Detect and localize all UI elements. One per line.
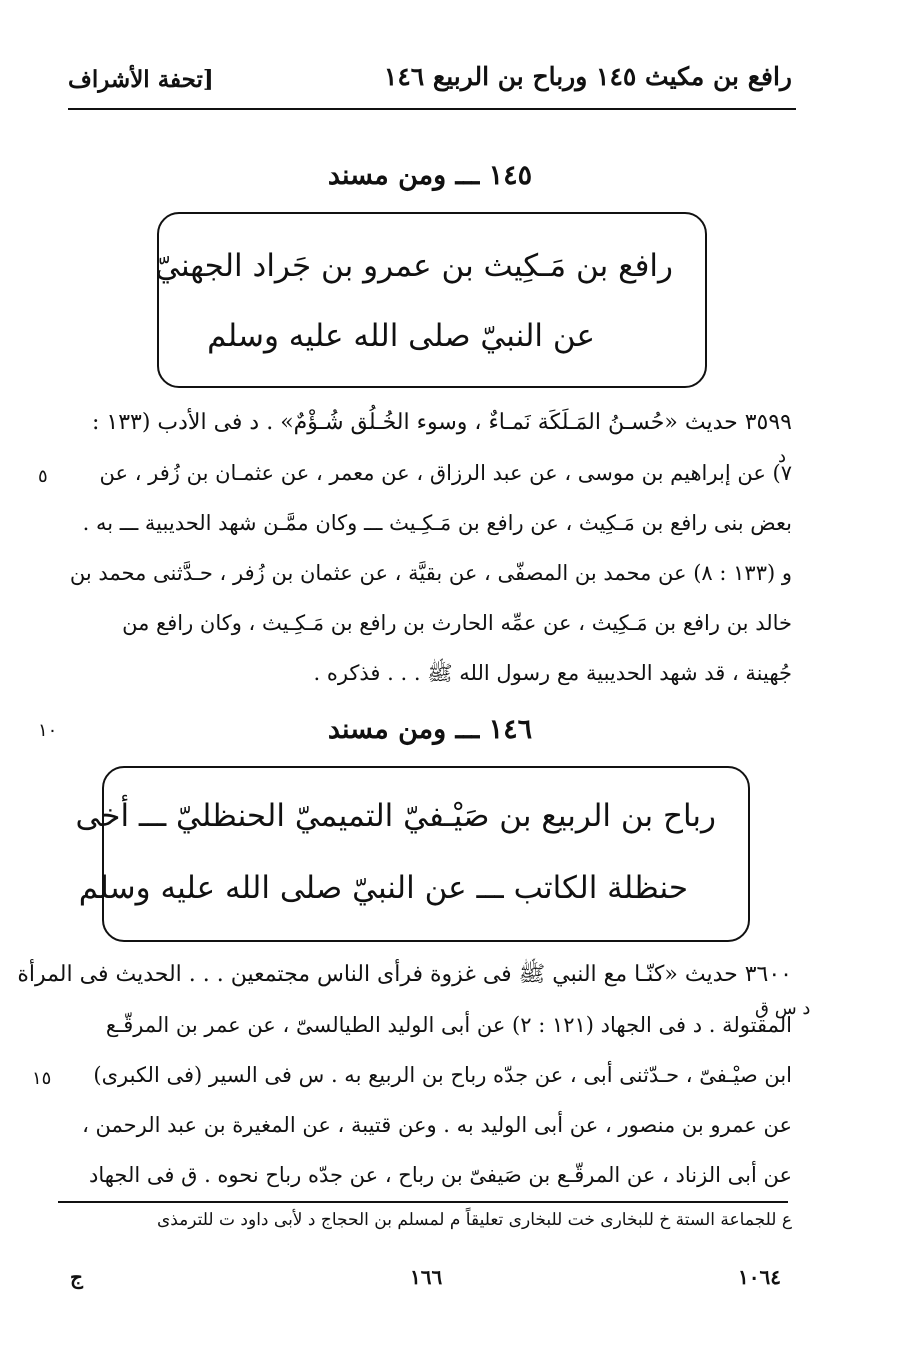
hadith-3599-line-6: جُهينة ، قد شهد الحديبية مع رسول الله ﷺ . . . فذكره . xyxy=(313,661,792,685)
hadith-3599-line-3: بعض بنى رافع بن مَـكِيث ، عن رافع بن مَـكِـيث ـــ وكان ممَّـن شهد الحديبية ـــ به . xyxy=(82,511,792,535)
hadith-3599-line-5: خالد بن رافع بن مَـكِيث ، عن عمِّه الحارث بن رافع بن مَـكِـيث ، وكان رافع من xyxy=(122,611,792,635)
hadith-3600-line-4: عن عمرو بن منصور ، عن أبى الوليد به . وعن قتيبة ، عن المغيرة بن عبد الرحمن ، xyxy=(82,1113,792,1137)
narrator-146-attribution: حنظلة الكاتب ـــ عن النبيّ صلى الله عليه وسلم xyxy=(78,870,688,906)
footer-page-number: ١٦٦ xyxy=(410,1265,443,1289)
hadith-3599-line-4: و (١٣٣ : ٨) عن محمد بن المصفّى ، عن بقيَّة ، عن عثمان بن زُفر ، حـدَّثنى محمد بن xyxy=(69,561,792,585)
margin-siglum-dsq: د س ق xyxy=(755,998,811,1019)
hadith-3600-line-5: عن أبى الزناد ، عن المرقّـع بن صَيفىّ بن رباح ، عن جدّه رباح نحوه . ق فى الجهاد xyxy=(88,1163,792,1187)
header-divider xyxy=(68,108,796,110)
running-header-title: رافع بن مكيث ١٤٥ ورباح بن الربيع ١٤٦ xyxy=(383,62,792,91)
section-145-title: ١٤٥ ـــ ومن مسند xyxy=(327,160,533,191)
hadith-3599 xyxy=(69,398,792,698)
running-header-book: [تحفة الأشراف xyxy=(68,66,214,93)
line-number-5: ٥ xyxy=(38,466,48,487)
margin-siglum-d: د xyxy=(778,446,787,467)
hadith-3600-line-3: ابن صيْـفىّ ، حـدّثنى أبى ، عن جدّه رباح بن الربيع به . س فى السير (فى الكبرى) xyxy=(93,1063,792,1087)
narrator-box-146 xyxy=(75,766,750,942)
narrator-146-name: رباح بن الربيع بن صَيْـفيّ التميميّ الحنظليّ ـــ أخى xyxy=(75,798,716,834)
narrator-box-145 xyxy=(157,212,707,388)
narrator-145-attribution: عن النبيّ صلى الله عليه وسلم xyxy=(207,318,595,354)
footer-folio-number: ١٠٦٤ xyxy=(738,1265,781,1289)
narrator-145-name: رافع بن مَـكِيث بن عمرو بن جَراد الجهنيّ xyxy=(155,248,673,284)
line-number-10: ١٠ xyxy=(38,720,58,741)
hadith-3599-line-2: ٧) عن إبراهيم بن موسى ، عن عبد الرزاق ، عن معمر ، عن عثمـان بن زُفر ، عن xyxy=(99,461,792,485)
footer-volume-mark: ج xyxy=(70,1265,83,1289)
hadith-3599-line-1: ٣٥٩٩ حديث «حُسـنُ المَـلَكَة نَمـاءٌ ، وسوء الخُـلُق شُـؤْمٌ» . د فى الأدب (١٣٣ : xyxy=(91,410,792,435)
hadith-3600-line-1: ٣٦٠٠ حديث «كنّـا مع النبي ﷺ فى غزوة فرأى الناس مجتمعين . . . الحديث فى المرأة xyxy=(17,962,792,987)
hadith-3600-line-2: المقتولة . د فى الجهاد (١٢١ : ٢) عن أبى الوليد الطيالسىّ ، عن عمر بن المرقّـع xyxy=(105,1013,792,1037)
line-number-15: ١٥ xyxy=(32,1068,52,1089)
footnote-divider xyxy=(58,1201,788,1203)
section-146-title: ١٤٦ ـــ ومن مسند xyxy=(327,714,533,745)
abbreviations-key: ع للجماعة الستة خ للبخارى خت للبخارى تعليقاً م لمسلم بن الحجاج د لأبى داود ت للترمذى xyxy=(156,1210,792,1230)
